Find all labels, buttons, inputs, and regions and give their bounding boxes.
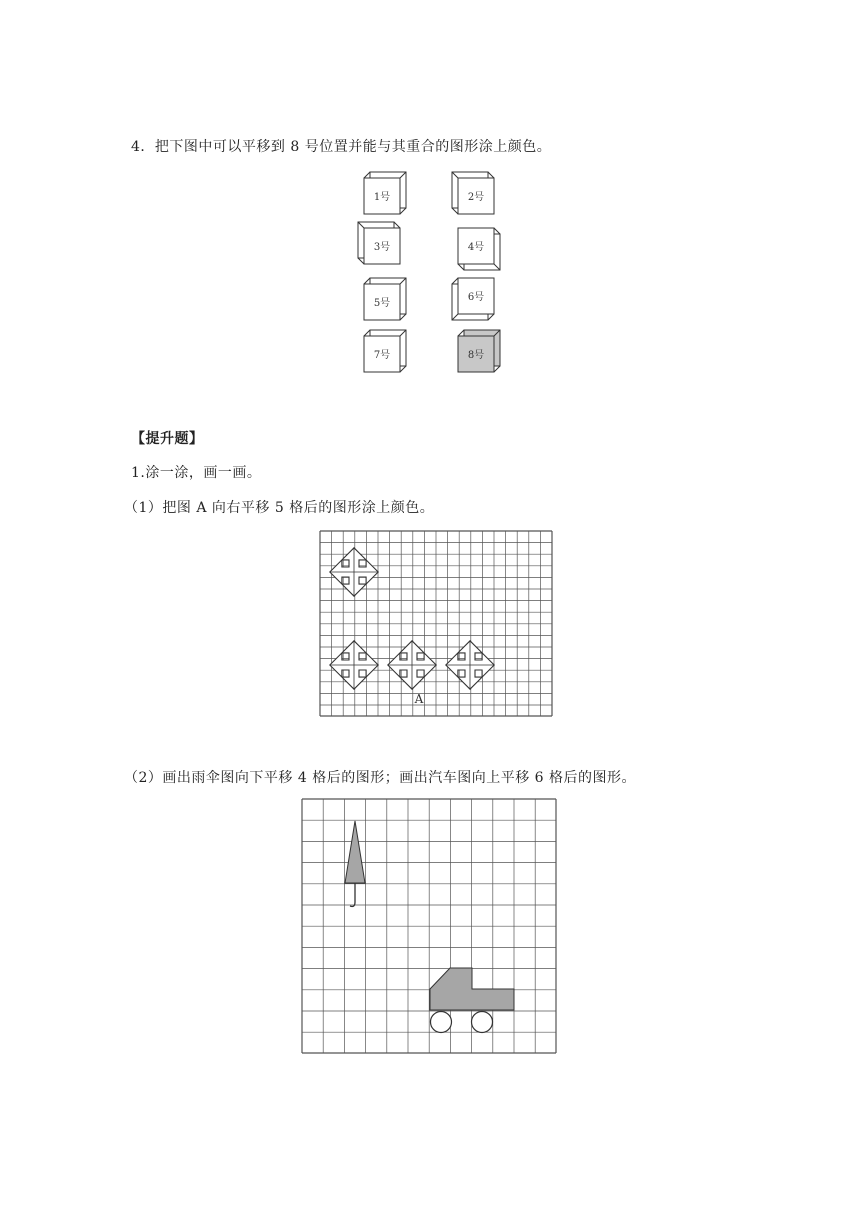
cube-label: 7号 <box>373 350 391 361</box>
cube-label: 8号 <box>467 350 485 361</box>
umbrella-icon <box>345 821 365 907</box>
question-4-prompt: 4．把下图中可以平移到 8 号位置并能与其重合的图形涂上颜色。 <box>131 139 552 155</box>
cube-figure <box>350 166 530 391</box>
translation-grid-2 <box>301 798 559 1056</box>
cube-2 <box>452 172 494 214</box>
figure-a-label: A <box>414 692 424 706</box>
cube-label: 6号 <box>467 292 485 303</box>
cube-1 <box>364 172 406 214</box>
section-heading: 【提升题】 <box>131 431 204 447</box>
part-2-prompt: （2）画出雨伞图向下平移 4 格后的图形；画出汽车图向上平移 6 格后的图形。 <box>124 770 637 786</box>
cube-7 <box>364 330 406 372</box>
part-1-prompt: （1）把图 A 向右平移 5 格后的图形涂上颜色。 <box>124 500 435 516</box>
grid-lines <box>302 799 556 1053</box>
car-icon <box>430 968 514 1033</box>
cube-label: 3号 <box>373 242 391 253</box>
question-1-title: 1.涂一涂，画一画。 <box>131 465 262 481</box>
cube-6 <box>452 278 494 320</box>
cube-label: 4号 <box>467 242 485 253</box>
cube-5 <box>364 278 406 320</box>
cube-label: 1号 <box>373 192 391 203</box>
translation-grid-1 <box>319 530 555 720</box>
cube-3 <box>358 222 400 264</box>
cube-8 <box>458 330 500 372</box>
cube-label: 5号 <box>373 298 391 309</box>
cube-4 <box>458 228 500 270</box>
cube-label: 2号 <box>467 192 485 203</box>
